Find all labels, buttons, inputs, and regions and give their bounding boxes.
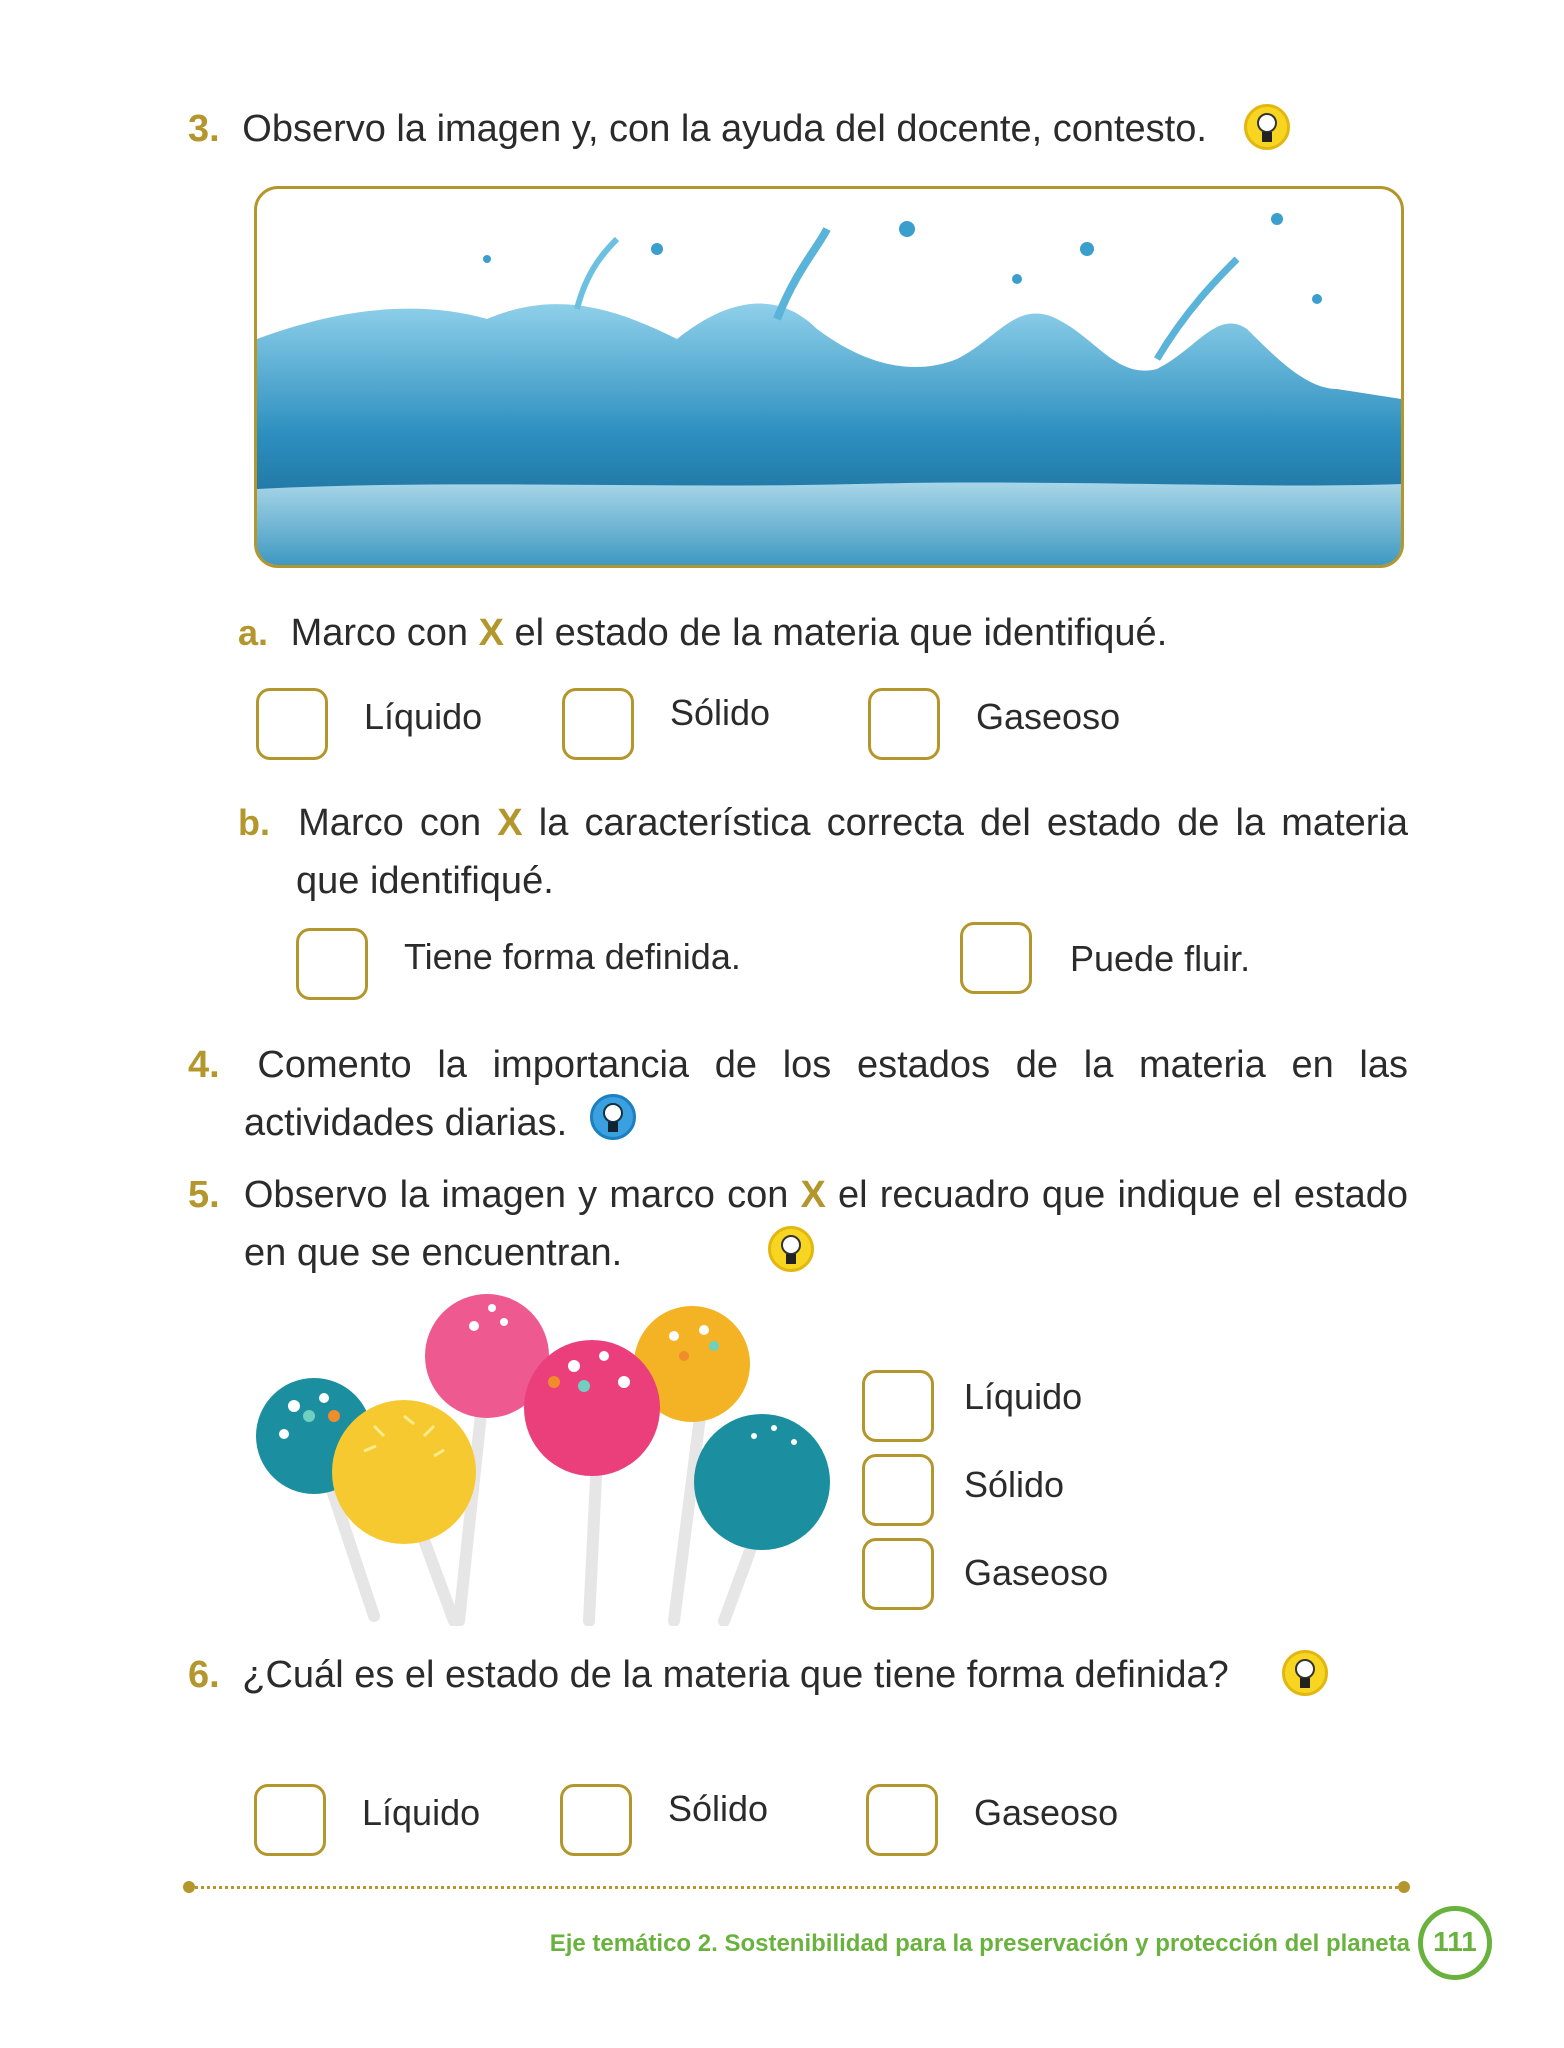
lightbulb-icon bbox=[1244, 104, 1290, 150]
x-mark-label: X bbox=[497, 802, 523, 844]
question-number: 5. bbox=[188, 1174, 220, 1216]
checkbox-solido-5[interactable] bbox=[862, 1454, 934, 1526]
page-number-circle bbox=[1418, 1906, 1492, 1980]
question-line-2: en que se encuentran. bbox=[244, 1232, 623, 1274]
checkbox-liquido-5[interactable] bbox=[862, 1370, 934, 1442]
footer-text: Eje temático 2. Sostenibilidad para la preservación y protección del planeta bbox=[549, 1930, 1410, 1957]
divider-dot-left bbox=[183, 1881, 195, 1893]
subquestion-text-end: el estado de la materia que identifiqué. bbox=[503, 612, 1168, 654]
option-label: Gaseoso bbox=[974, 1792, 1119, 1833]
option-label: Sólido bbox=[964, 1464, 1065, 1505]
x-mark-label: X bbox=[478, 612, 504, 654]
question-text-end: el recuadro que indique el estado bbox=[825, 1174, 1408, 1216]
lightbulb-icon bbox=[590, 1094, 636, 1140]
checkbox-solido-6[interactable] bbox=[560, 1784, 632, 1856]
checkbox-gaseoso-3a[interactable] bbox=[868, 688, 940, 760]
subquestion-line-1 bbox=[238, 794, 1408, 852]
footer-divider bbox=[188, 1886, 1404, 1889]
subquestion-text-end: la característica correcta del estado de la materia bbox=[522, 802, 1408, 844]
question-3a bbox=[238, 604, 1388, 662]
question-text: ¿Cuál es el estado de la materia que tiene forma definida? bbox=[242, 1654, 1229, 1696]
question-number: 3. bbox=[188, 108, 220, 150]
option-label: Sólido bbox=[670, 692, 771, 733]
subquestion-letter: a. bbox=[238, 612, 269, 653]
question-text: Observo la imagen y, con la ayuda del docente, contesto. bbox=[242, 108, 1207, 150]
option-label: Líquido bbox=[964, 1376, 1083, 1417]
question-number: 6. bbox=[188, 1654, 220, 1696]
option-label: Puede fluir. bbox=[1070, 938, 1251, 979]
subquestion-letter: b. bbox=[238, 802, 270, 843]
lightbulb-icon bbox=[1282, 1650, 1328, 1696]
option-label: Tiene forma definida. bbox=[404, 936, 741, 977]
checkbox-forma-definida[interactable] bbox=[296, 928, 368, 1000]
divider-dot-right bbox=[1398, 1881, 1410, 1893]
question-text: Comento la importancia de los estados de la materia en las bbox=[257, 1044, 1408, 1086]
question-number: 4. bbox=[188, 1044, 220, 1086]
option-label: Sólido bbox=[668, 1788, 769, 1829]
x-mark-label: X bbox=[800, 1174, 826, 1216]
checkbox-liquido-6[interactable] bbox=[254, 1784, 326, 1856]
page-number: 111 bbox=[1433, 1926, 1477, 1957]
question-line-1 bbox=[188, 1036, 1408, 1094]
option-label: Gaseoso bbox=[976, 696, 1121, 737]
checkbox-puede-fluir[interactable] bbox=[960, 922, 1032, 994]
checkbox-gaseoso-6[interactable] bbox=[866, 1784, 938, 1856]
question-text-2: actividades diarias. bbox=[244, 1102, 568, 1144]
checkbox-gaseoso-5[interactable] bbox=[862, 1538, 934, 1610]
question-text-start: Observo la imagen y marco con bbox=[243, 1174, 801, 1216]
subquestion-text-start: Marco con bbox=[290, 612, 479, 654]
checkbox-liquido-3a[interactable] bbox=[256, 688, 328, 760]
question-3b bbox=[238, 794, 1408, 910]
subquestion-line-2: que identifiqué. bbox=[296, 860, 554, 902]
option-label: Líquido bbox=[364, 696, 483, 737]
question-6 bbox=[188, 1646, 1338, 1704]
question-line-1 bbox=[188, 1166, 1408, 1224]
question-3 bbox=[188, 100, 1388, 158]
cake-pops-image bbox=[254, 1286, 834, 1626]
water-splash-image bbox=[254, 186, 1404, 568]
option-label: Líquido bbox=[362, 1792, 481, 1833]
option-label: Gaseoso bbox=[964, 1552, 1109, 1593]
checkbox-solido-3a[interactable] bbox=[562, 688, 634, 760]
question-line-2 bbox=[244, 1094, 1408, 1152]
lightbulb-icon bbox=[768, 1226, 814, 1272]
subquestion-text-start: Marco con bbox=[298, 802, 498, 844]
question-4 bbox=[188, 1036, 1408, 1152]
